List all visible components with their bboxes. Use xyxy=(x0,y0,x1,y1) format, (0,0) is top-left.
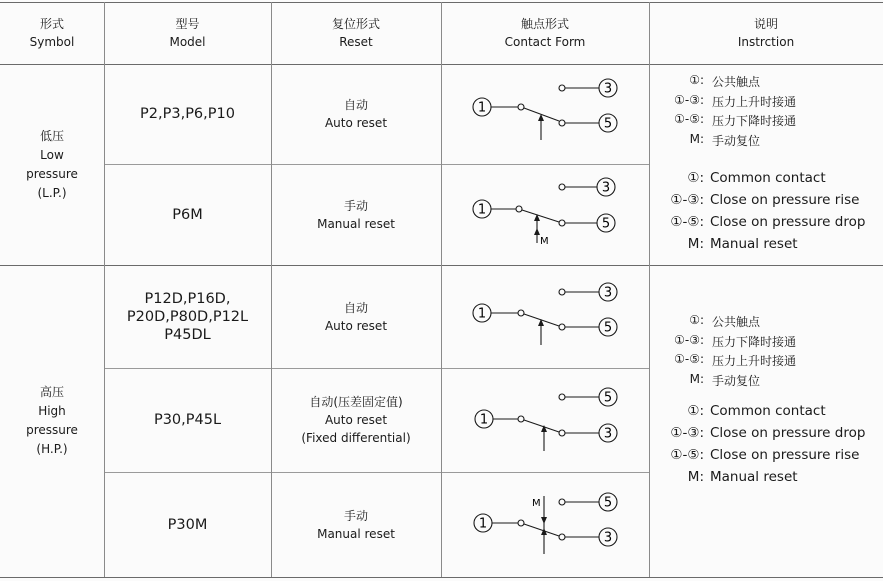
note-value: Close on pressure drop xyxy=(710,214,866,230)
terminal-1-label: 1 xyxy=(478,516,488,532)
header-symbol-zh: 形式 xyxy=(39,17,64,31)
note-row xyxy=(656,403,880,425)
symbol-zh: 高压 xyxy=(39,385,64,399)
column-divider xyxy=(649,2,650,577)
switch-blade xyxy=(522,210,559,222)
reset-zh: 自动 xyxy=(343,98,368,112)
upper-fixed-contact xyxy=(559,394,565,400)
note-value: Close on pressure drop xyxy=(710,425,866,441)
note-value: 手动复位 xyxy=(712,373,761,388)
note-key: M: xyxy=(689,131,704,146)
note-value: 公共触点 xyxy=(712,75,761,89)
lower-fixed-contact xyxy=(559,430,565,436)
upper-terminal-label: 3 xyxy=(603,285,613,301)
model-cell xyxy=(104,164,271,265)
symbol-low-pressure xyxy=(0,64,104,265)
terminal-1-label: 1 xyxy=(477,202,487,218)
reset-en: Auto reset xyxy=(324,318,388,333)
note-key: ①-⑤: xyxy=(674,352,704,366)
lower-terminal-label: 5 xyxy=(603,116,613,132)
terminal-1-label: 1 xyxy=(477,306,487,322)
upper-fixed-contact xyxy=(559,85,565,91)
manual-reset-arrow xyxy=(541,517,547,524)
symbol-en: Low xyxy=(40,147,64,162)
reset-cell xyxy=(271,368,441,472)
note-value: Common contact xyxy=(710,170,826,186)
lower-terminal-label: 3 xyxy=(603,530,613,546)
symbol-abbr: (L.P.) xyxy=(37,185,67,200)
contact-diagram xyxy=(441,64,649,164)
note-value: 手动复位 xyxy=(712,133,761,148)
note-key: ①-⑤: xyxy=(670,447,704,463)
model-text: P30M xyxy=(167,516,208,533)
note-value: Close on pressure rise xyxy=(710,447,860,463)
note-key: ①-③: xyxy=(670,425,704,441)
manual-reset-label: M xyxy=(532,498,541,509)
note-row xyxy=(656,447,880,469)
table-bottom-border xyxy=(0,577,883,578)
symbol-en: pressure xyxy=(26,166,78,181)
reset-en: Manual reset xyxy=(317,216,395,231)
symbol-zh: 低压 xyxy=(39,128,64,143)
lower-terminal-label: 5 xyxy=(603,320,613,336)
note-key: ①: xyxy=(689,73,704,87)
upper-terminal-label: 5 xyxy=(603,495,613,511)
symbol-en: pressure xyxy=(26,423,78,437)
model-cell xyxy=(104,64,271,164)
model-cell xyxy=(104,472,271,577)
pivot-contact xyxy=(518,416,524,422)
note-key: ①: xyxy=(687,403,704,419)
instruction-zh-high xyxy=(656,313,880,391)
note-key: M: xyxy=(687,469,704,485)
reset-en: Manual reset xyxy=(317,526,395,541)
instruction-zh-low xyxy=(656,73,880,151)
model-text: P12D,P16D, xyxy=(144,290,231,307)
header-instruction xyxy=(649,2,883,64)
note-value: 公共触点 xyxy=(712,315,761,329)
note-key: ①-③: xyxy=(670,192,704,208)
pivot-contact xyxy=(518,520,524,526)
note-key: ①: xyxy=(689,313,704,327)
note-row xyxy=(656,333,880,353)
reset-zh: 手动 xyxy=(343,198,368,213)
upper-fixed-contact xyxy=(559,184,565,190)
reset-zh: 手动 xyxy=(343,508,368,523)
lower-fixed-contact xyxy=(559,324,565,330)
lower-fixed-contact xyxy=(559,534,565,540)
model-cell xyxy=(104,265,271,368)
note-row xyxy=(656,192,880,214)
note-key: ①-⑤: xyxy=(674,112,704,126)
upper-terminal-label: 3 xyxy=(601,180,611,196)
reset-cell xyxy=(271,265,441,368)
header-symbol xyxy=(0,2,104,64)
contact-diagram xyxy=(441,265,649,368)
note-value: 压力下降时接通 xyxy=(712,334,797,349)
model-cell xyxy=(104,368,271,472)
reset-zh: 自动(压差固定值) xyxy=(309,395,403,409)
header-contact-zh: 触点形式 xyxy=(520,17,569,31)
contact-diagram-svg xyxy=(441,265,649,368)
pivot-contact xyxy=(518,104,524,110)
model-text: P6M xyxy=(172,206,203,223)
contact-diagram-svg xyxy=(441,164,649,265)
note-value: 压力下降时接通 xyxy=(712,114,797,128)
note-key: ①-⑤: xyxy=(670,214,704,230)
note-value: Manual reset xyxy=(710,469,798,485)
header-instruction-zh: 说明 xyxy=(753,17,778,31)
header-reset xyxy=(271,2,441,64)
note-value: Common contact xyxy=(710,403,826,419)
lower-fixed-contact xyxy=(559,120,565,126)
header-symbol-en: Symbol xyxy=(29,35,75,49)
model-text: P30,P45L xyxy=(153,412,222,428)
note-row xyxy=(656,469,880,491)
header-contact-en: Contact Form xyxy=(504,35,586,49)
contact-diagram xyxy=(441,164,649,265)
note-value: 压力上升时接通 xyxy=(712,94,797,109)
reset-en: Auto reset xyxy=(324,413,388,427)
model-text: P45DL xyxy=(164,326,211,343)
reset-cell xyxy=(271,472,441,577)
contact-diagram-svg xyxy=(441,368,649,472)
model-text: P20D,P80D,P12L xyxy=(126,308,249,325)
contact-diagram-svg xyxy=(441,64,649,164)
note-key: ①: xyxy=(687,170,704,186)
note-row xyxy=(656,132,880,152)
reset-cell xyxy=(271,64,441,164)
lower-fixed-contact xyxy=(559,220,565,226)
header-model xyxy=(104,2,271,64)
upper-fixed-contact xyxy=(559,499,565,505)
lower-terminal-label: 5 xyxy=(601,216,611,232)
note-row xyxy=(656,93,880,113)
instruction-en-low xyxy=(656,170,880,258)
header-contact-form xyxy=(441,2,649,64)
note-value: 压力上升时接通 xyxy=(712,354,797,368)
reset-en-note: (Fixed differential) xyxy=(301,431,411,445)
reset-cell xyxy=(271,164,441,265)
note-value: Close on pressure rise xyxy=(710,192,860,208)
note-key: M: xyxy=(687,236,704,252)
instruction-en-high xyxy=(656,403,880,491)
note-value: Manual reset xyxy=(710,236,798,252)
note-row xyxy=(656,372,880,392)
upper-terminal-label: 3 xyxy=(603,81,613,97)
contact-diagram xyxy=(441,368,649,472)
header-model-en: Model xyxy=(169,35,206,49)
contact-diagram xyxy=(441,472,649,577)
terminal-1-label: 1 xyxy=(479,412,489,428)
model-text: P2,P3,P6,P10 xyxy=(140,106,235,122)
terminal-1-label: 1 xyxy=(477,100,487,116)
reset-en: Auto reset xyxy=(324,116,388,130)
pivot-contact xyxy=(518,310,524,316)
symbol-high-pressure xyxy=(0,265,104,577)
lower-terminal-label: 3 xyxy=(603,426,613,442)
manual-reset-arrow xyxy=(534,228,540,235)
symbol-abbr: (H.P.) xyxy=(36,442,68,456)
upper-fixed-contact xyxy=(559,289,565,295)
symbol-en: High xyxy=(38,404,66,418)
note-key: ①-③: xyxy=(674,92,704,107)
note-row xyxy=(656,112,880,132)
header-instruction-en: Instrction xyxy=(737,35,795,49)
reset-zh: 自动 xyxy=(343,300,368,315)
note-row xyxy=(656,425,880,447)
note-row xyxy=(656,236,880,258)
note-row xyxy=(656,352,880,372)
header-model-zh: 型号 xyxy=(175,17,200,31)
note-row xyxy=(656,214,880,236)
note-row xyxy=(656,313,880,333)
note-row xyxy=(656,170,880,192)
note-row xyxy=(656,73,880,93)
note-key: M: xyxy=(689,371,704,386)
switch-blade xyxy=(524,420,559,432)
header-reset-zh: 复位形式 xyxy=(331,17,380,31)
pivot-contact xyxy=(516,206,522,212)
contact-diagram-svg xyxy=(441,472,649,577)
manual-reset-label: M xyxy=(540,236,549,247)
note-key: ①-③: xyxy=(674,332,704,347)
upper-terminal-label: 5 xyxy=(603,390,613,406)
header-reset-en: Reset xyxy=(339,35,373,49)
